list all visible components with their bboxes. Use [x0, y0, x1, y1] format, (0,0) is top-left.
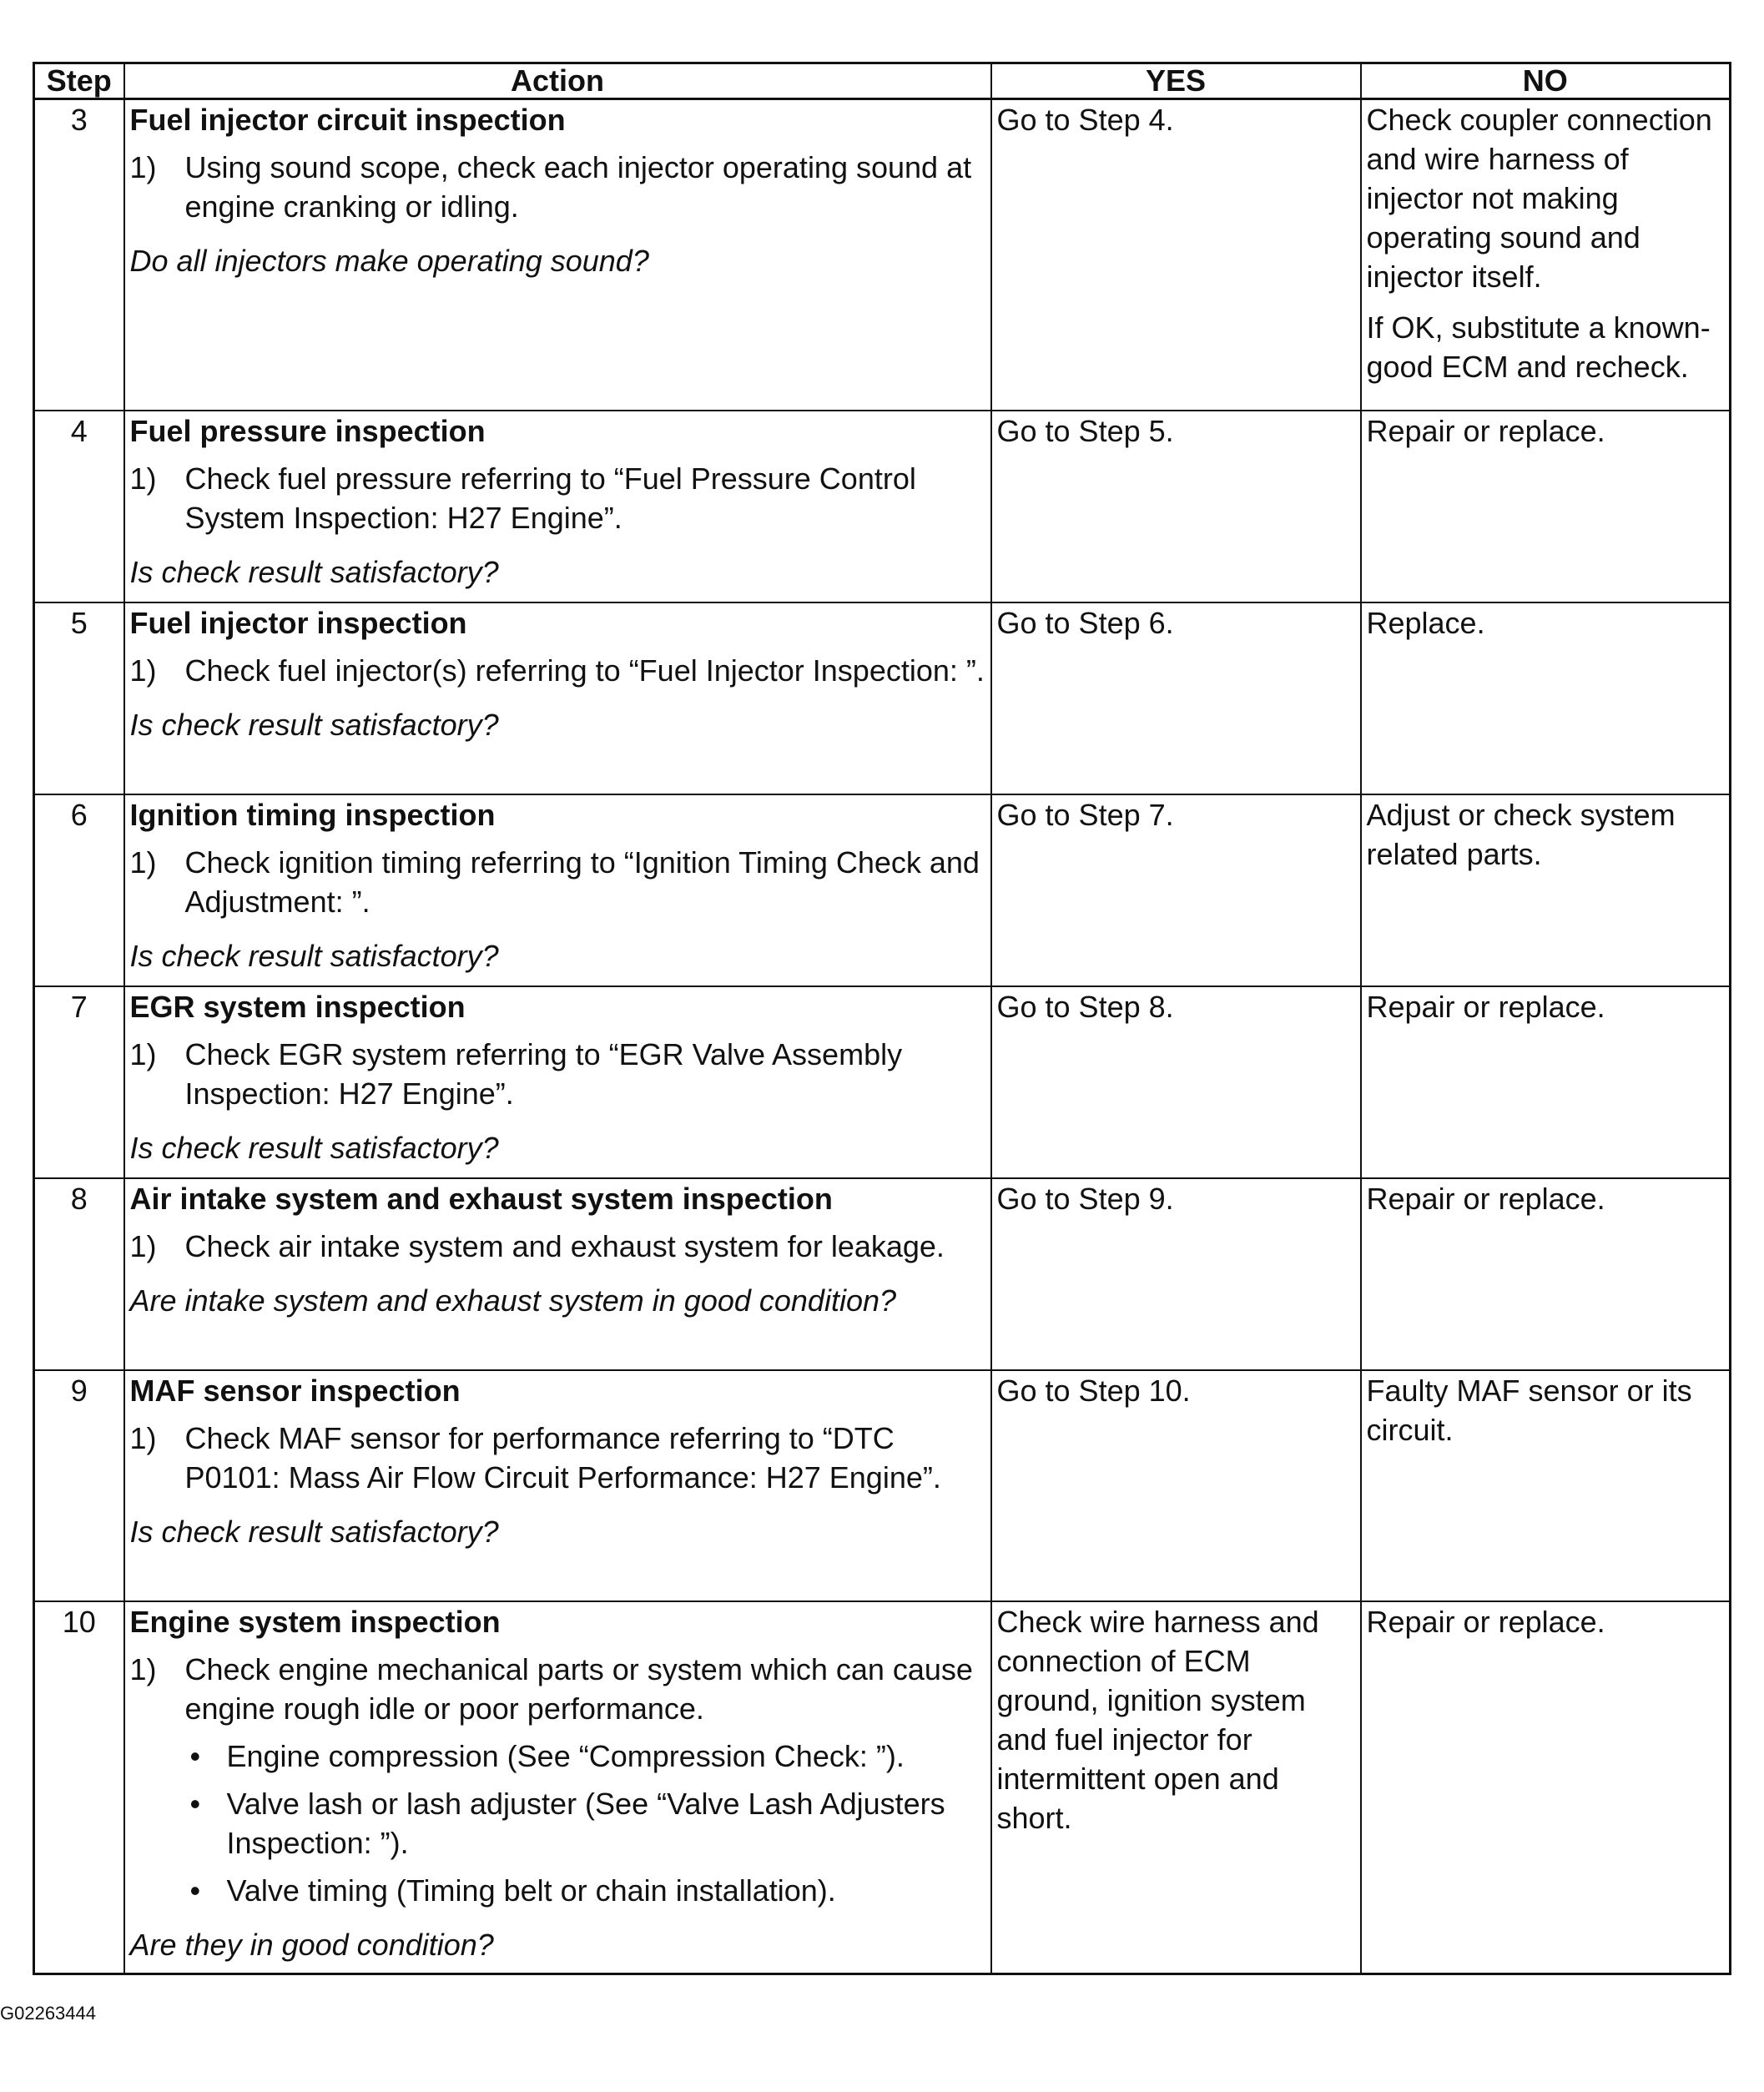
substep-text: Check MAF sensor for performance referring to “DTC P0101: Mass Air Flow Circuit Performance: H27 Engine”.	[184, 1420, 941, 1495]
yes-cell: Go to Step 10.	[991, 1370, 1361, 1601]
action-question: Is check result satisfactory?	[129, 1130, 499, 1165]
action-substep	[130, 1035, 985, 1113]
figure-code: G02263444	[0, 2003, 96, 2024]
yes-cell: Go to Step 4.	[991, 99, 1361, 411]
action-substep	[130, 843, 985, 921]
action-question: Are intake system and exhaust system in good condition?	[129, 1283, 897, 1318]
yes-cell: Go to Step 7.	[991, 794, 1361, 986]
table-row	[34, 1178, 1731, 1370]
action-question: Are they in good condition?	[129, 1927, 494, 1962]
bullet-item	[130, 1871, 985, 1910]
yes-cell: Go to Step 5.	[991, 411, 1361, 602]
bullet-icon: •	[189, 1786, 201, 1821]
table-row	[34, 794, 1731, 986]
action-question: Is check result satisfactory?	[129, 1514, 499, 1549]
yes-cell: Go to Step 9.	[991, 1178, 1361, 1370]
action-title: Fuel injector inspection	[129, 605, 467, 640]
action-cell	[124, 794, 991, 986]
action-substep	[130, 1650, 985, 1728]
no-cell	[1361, 99, 1731, 411]
action-question: Is check result satisfactory?	[129, 554, 499, 589]
action-question: Is check result satisfactory?	[129, 938, 499, 973]
header-step: Step	[34, 63, 124, 99]
action-question: Do all injectors make operating sound?	[129, 244, 649, 278]
bullet-icon: •	[189, 1873, 201, 1908]
step-number: 5	[34, 602, 124, 794]
action-substep	[130, 459, 985, 537]
table-row	[34, 1601, 1731, 1974]
action-title: MAF sensor inspection	[129, 1373, 461, 1408]
action-cell	[124, 1178, 991, 1370]
action-substep	[130, 651, 985, 690]
substep-number: 1)	[129, 461, 157, 496]
substep-number: 1)	[129, 1036, 157, 1071]
substep-number: 1)	[129, 844, 157, 880]
substep-text: Check fuel pressure referring to “Fuel Pressure Control System Inspection: H27 Engine”.	[184, 461, 916, 535]
action-question: Is check result satisfactory?	[129, 707, 499, 742]
table-row	[34, 411, 1731, 602]
substep-text: Check EGR system referring to “EGR Valve Assembly Inspection: H27 Engine”.	[184, 1036, 903, 1111]
action-substep	[130, 148, 985, 226]
action-title: Fuel injector circuit inspection	[129, 103, 566, 137]
no-cell: Repair or replace.	[1361, 411, 1731, 602]
bullet-text: Valve lash or lash adjuster (See “Valve Lash Adjusters Inspection: ”).	[226, 1786, 945, 1860]
action-cell	[124, 602, 991, 794]
no-text-secondary: If OK, substitute a known-good ECM and recheck.	[1366, 310, 1711, 384]
no-text: Check coupler connection and wire harness of injector not making operating sound and injector itself.	[1366, 103, 1712, 294]
step-number: 6	[34, 794, 124, 986]
substep-number: 1)	[129, 1420, 157, 1455]
step-number: 4	[34, 411, 124, 602]
table-row	[34, 986, 1731, 1178]
action-title: Air intake system and exhaust system inspection	[129, 1181, 833, 1216]
substep-text: Check engine mechanical parts or system which can cause engine rough idle or poor performance.	[184, 1651, 973, 1726]
action-title: EGR system inspection	[129, 989, 466, 1024]
header-action: Action	[124, 63, 991, 99]
substep-text: Check air intake system and exhaust system for leakage.	[184, 1228, 945, 1263]
yes-cell: Go to Step 6.	[991, 602, 1361, 794]
substep-number: 1)	[129, 653, 157, 688]
step-number: 7	[34, 986, 124, 1178]
action-title: Ignition timing inspection	[129, 797, 496, 832]
action-cell	[124, 1370, 991, 1601]
bullet-text: Engine compression (See “Compression Check: ”).	[226, 1738, 905, 1773]
action-cell	[124, 411, 991, 602]
bullet-text: Valve timing (Timing belt or chain installation).	[226, 1873, 836, 1908]
substep-number: 1)	[129, 1228, 157, 1263]
header-yes: YES	[991, 63, 1361, 99]
no-cell: Repair or replace.	[1361, 1178, 1731, 1370]
no-cell: Repair or replace.	[1361, 986, 1731, 1178]
substep-number: 1)	[129, 150, 157, 184]
bullet-icon: •	[189, 1738, 201, 1773]
yes-cell: Check wire harness and connection of ECM ground, ignition system and fuel injector for intermittent open and short.	[991, 1601, 1361, 1974]
step-number: 3	[34, 99, 124, 411]
header-no: NO	[1361, 63, 1731, 99]
substep-text: Using sound scope, check each injector operating sound at engine cranking or idling.	[184, 150, 972, 224]
table-row	[34, 1370, 1731, 1601]
diagnostic-table	[33, 62, 1731, 1975]
action-substep	[130, 1419, 985, 1497]
step-number: 8	[34, 1178, 124, 1370]
bullet-item	[130, 1784, 985, 1863]
yes-cell: Go to Step 8.	[991, 986, 1361, 1178]
table-row	[34, 602, 1731, 794]
substep-number: 1)	[129, 1651, 157, 1686]
substep-text: Check fuel injector(s) referring to “Fuel Injector Inspection: ”.	[184, 653, 985, 688]
no-cell: Faulty MAF sensor or its circuit.	[1361, 1370, 1731, 1601]
table-row	[34, 99, 1731, 411]
bullet-item	[130, 1737, 985, 1776]
no-cell: Repair or replace.	[1361, 1601, 1731, 1974]
no-cell: Adjust or check system related parts.	[1361, 794, 1731, 986]
action-cell	[124, 986, 991, 1178]
step-number: 10	[34, 1601, 124, 1974]
action-title: Engine system inspection	[129, 1604, 501, 1639]
action-substep	[130, 1227, 985, 1266]
substep-text: Check ignition timing referring to “Ignition Timing Check and Adjustment: ”.	[184, 844, 980, 919]
action-cell	[124, 1601, 991, 1974]
header-row	[34, 63, 1731, 99]
action-title: Fuel pressure inspection	[129, 413, 486, 448]
no-cell: Replace.	[1361, 602, 1731, 794]
step-number: 9	[34, 1370, 124, 1601]
action-cell	[124, 99, 991, 411]
